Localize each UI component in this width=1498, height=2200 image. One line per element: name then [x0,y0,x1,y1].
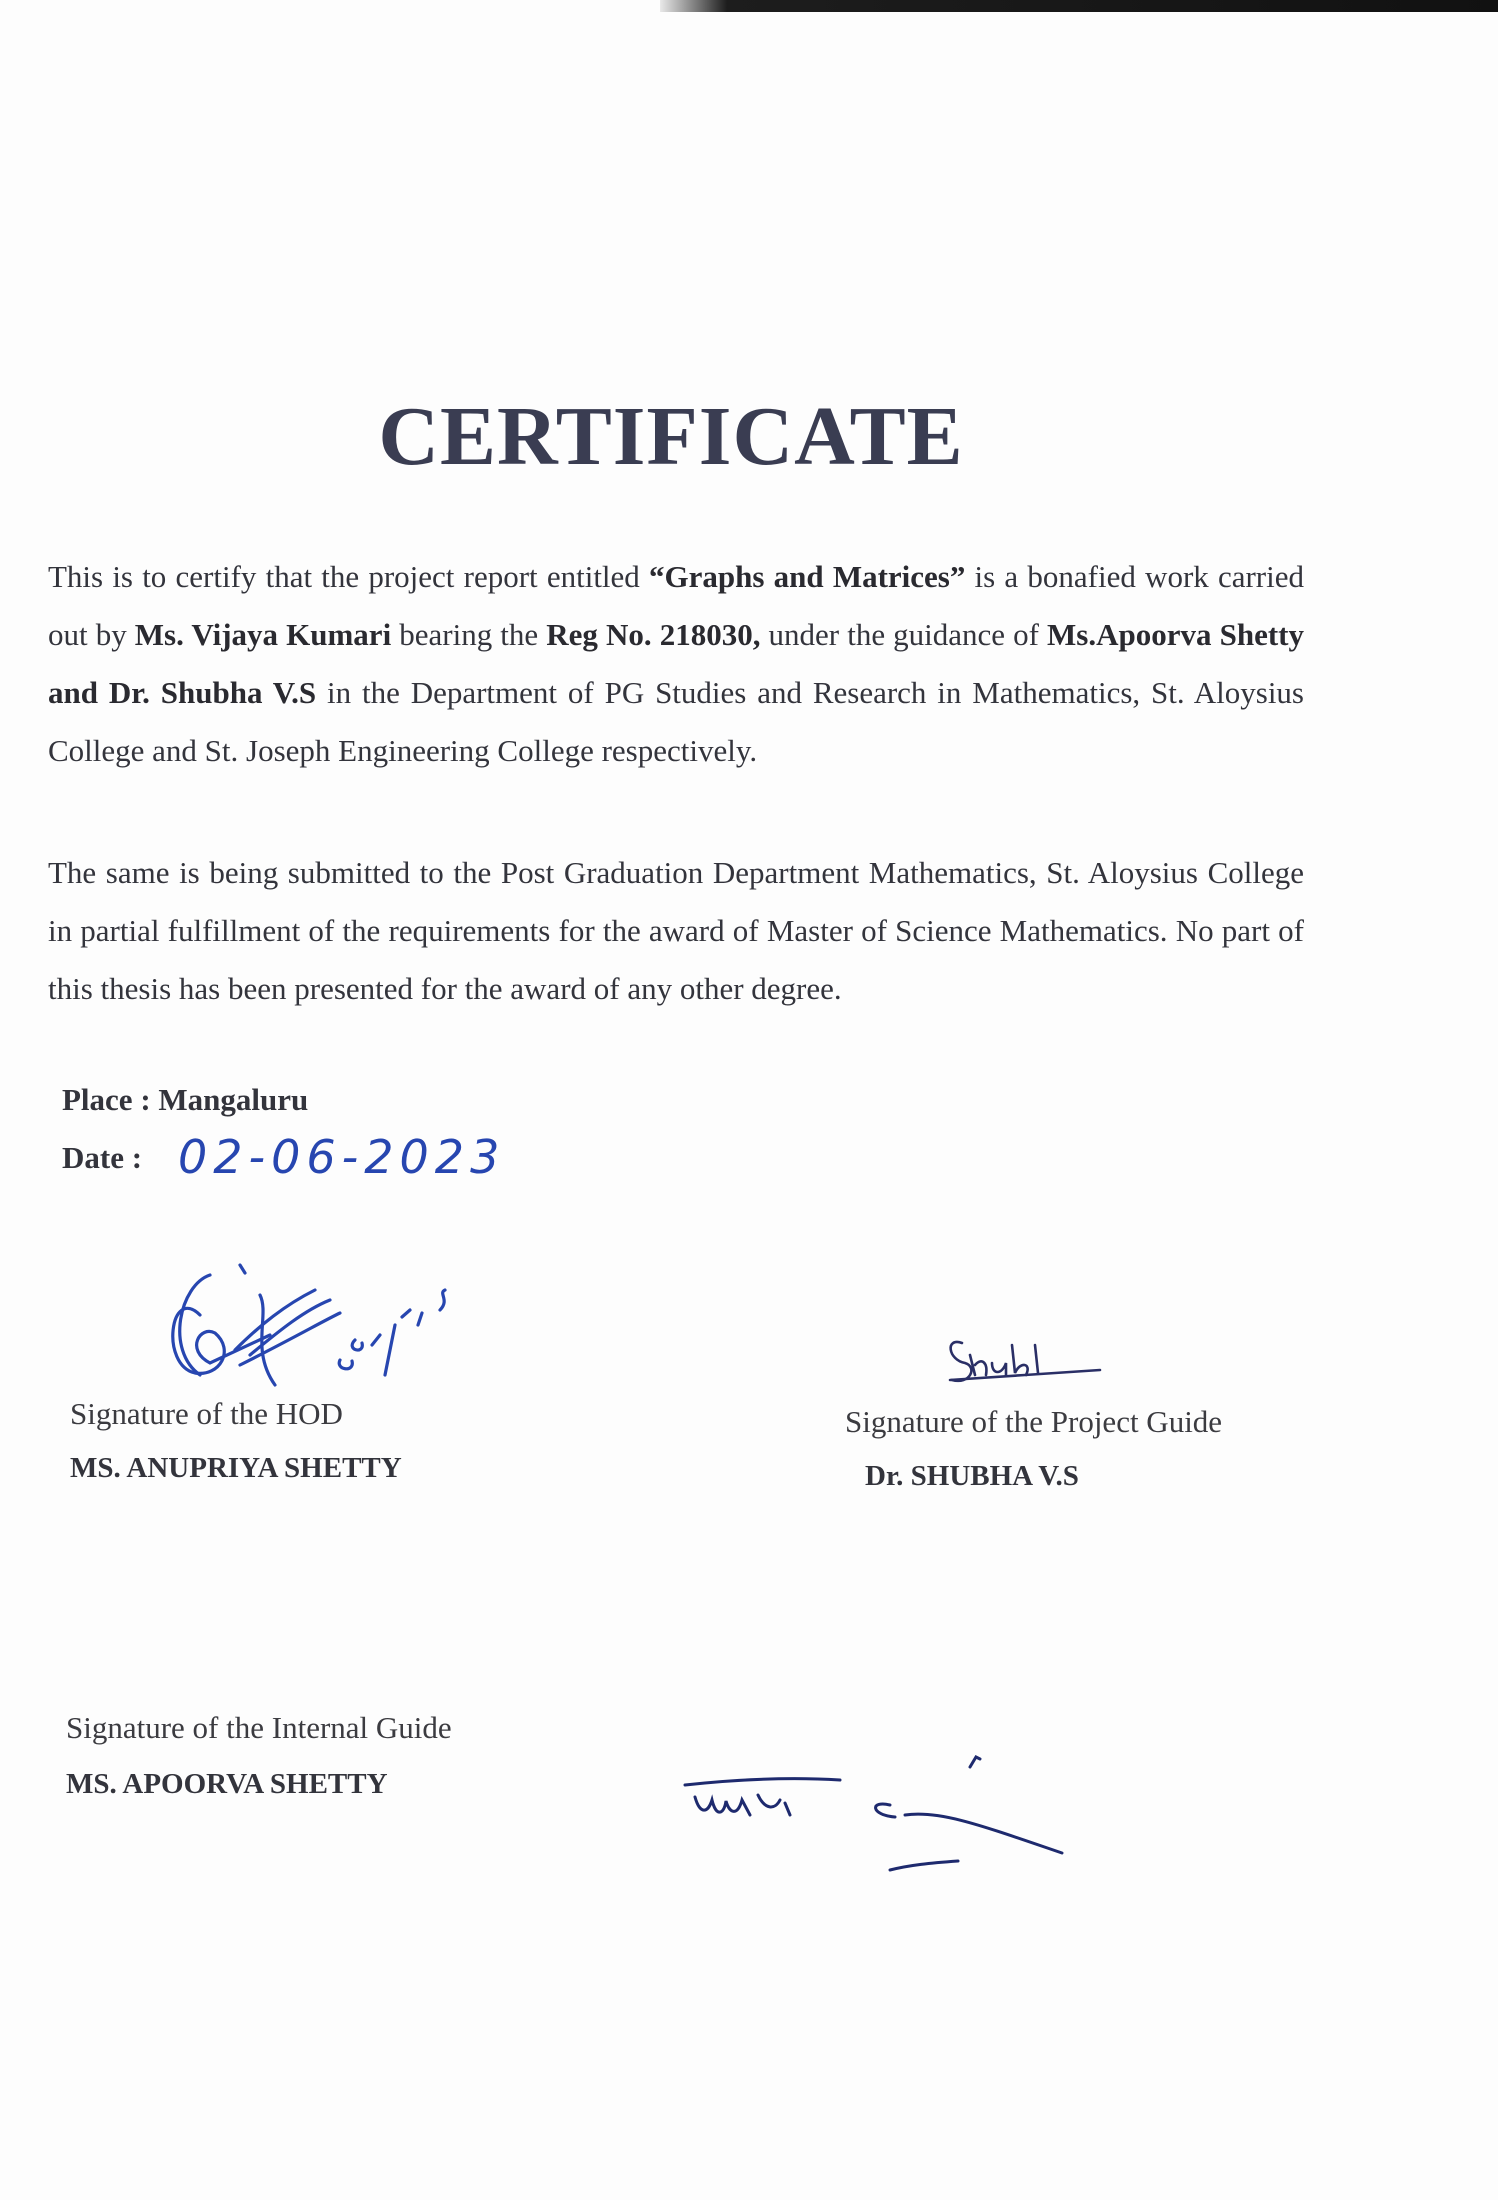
certification-paragraph [48,548,1304,780]
place-field: Place : Mangaluru [62,1082,309,1117]
student-name: Ms. Vijaya Kumari [134,617,392,652]
registration-number: Reg No. 218030, [546,617,761,652]
p1-text-1: This is to certify that the project report entitled [48,559,650,594]
project-guide-name: Dr. SHUBHA V.S [865,1460,1079,1492]
certificate-title [0,388,1498,485]
p1-text-3: bearing the [391,617,547,652]
date-field-label: Date : [62,1140,143,1175]
project-guide-signature-label: Signature of the Project Guide [845,1404,1223,1439]
hod-signature-label: Signature of the HOD [70,1396,343,1431]
p1-text-5: in the Department of PG Studies and Research in Mathematics, St. Aloysius College and St. Joseph Engineering College respectively. [48,675,1304,768]
handwritten-date: 02-06-2023 [178,1130,506,1184]
internal-guide-signature [680,1755,1080,1895]
guide-names: Ms.Apoorva Shetty and Dr. Shubha V.S [48,617,1304,710]
p1-text-4: under the guidance of [760,617,1048,652]
project-guide-signature [940,1325,1130,1405]
scan-edge-bar [660,0,1498,12]
project-title: “Graphs and Matrices” [649,559,966,594]
hod-signature [140,1255,480,1405]
internal-guide-signature-label: Signature of the Internal Guide [66,1710,452,1745]
submission-paragraph: The same is being submitted to the Post Graduation Department Mathematics, St. Aloysius College in partial fulfillment of the requirements for the award of Master of Science Mathematics. No part of this thesis has been presented for the award of any other degree. [48,855,1304,1006]
certificate-title-text: CERTIFICATE [378,390,964,483]
internal-guide-name: MS. APOORVA SHETTY [66,1768,388,1800]
hod-name: MS. ANUPRIYA SHETTY [70,1452,402,1484]
p1-text-2: is a bonafied work carried out by [48,559,1304,652]
